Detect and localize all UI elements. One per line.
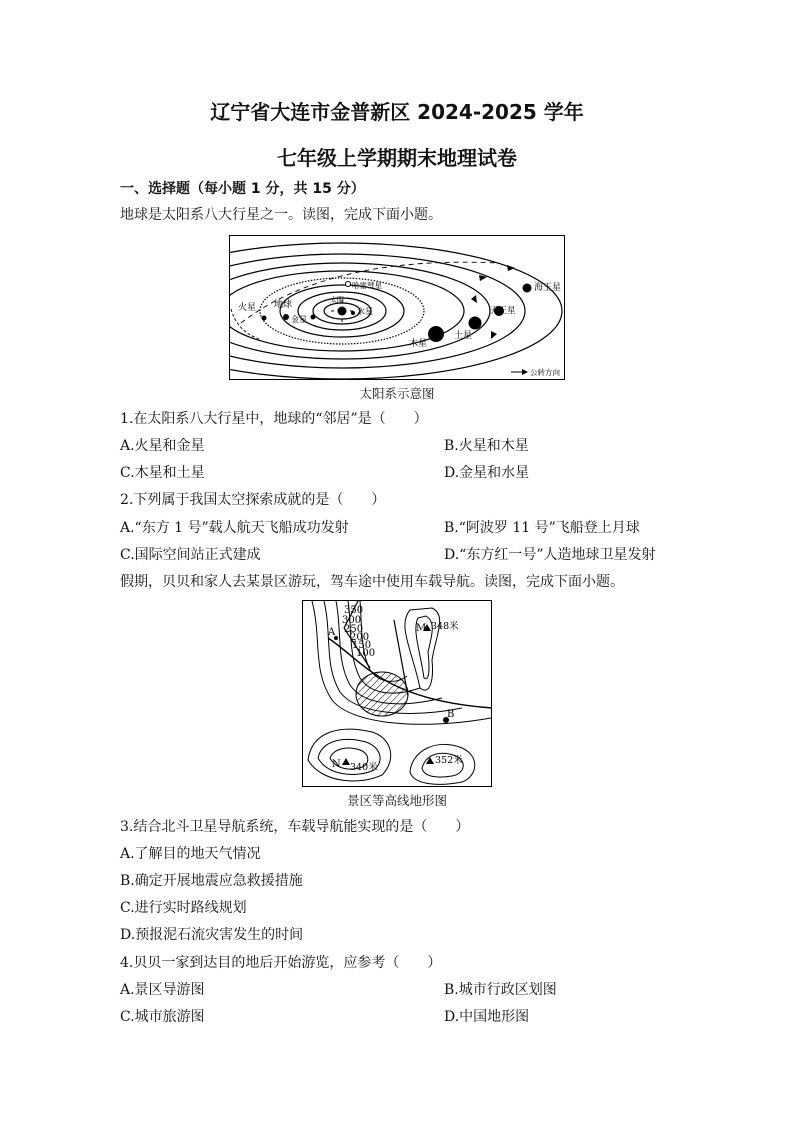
venus-label: 金星: [291, 315, 307, 324]
contour-label-100: 100: [356, 648, 376, 659]
q1-option-c: C.木星和土星: [120, 465, 205, 481]
q2-option-a: A.“东方 1 号”载人航天飞船成功发射: [120, 520, 349, 536]
contour-map: [302, 600, 492, 787]
sun-mark: [338, 307, 347, 316]
mercury-label: 水星: [357, 307, 373, 316]
solar-system-diagram: [229, 235, 565, 380]
q3-option-a: A.了解目的地天气情况: [120, 846, 261, 862]
jupiter-mark: [428, 326, 444, 342]
neptune-label: 海王星: [534, 283, 562, 293]
legend-label: 公转方向: [530, 368, 560, 377]
q2-option-c: C.国际空间站正式建成: [120, 547, 261, 563]
contour-label-350: 350: [344, 605, 364, 616]
q3-stem: 3.结合北斗卫星导航系统，车载导航能实现的是（ ）: [120, 819, 470, 835]
contour-label-150: 150: [352, 640, 372, 651]
contour-label-200: 200: [350, 632, 370, 643]
peak-m-label: M: [416, 623, 427, 634]
intro-text-2: 假期，贝贝和家人去某景区游玩，驾车途中使用车载导航。读图，完成下面小题。: [120, 574, 624, 590]
q4-stem: 4.贝贝一家到达目的地后开始游览，应参考（ ）: [120, 955, 442, 971]
intro-text-1: 地球是太阳系八大行星之一。读图，完成下面小题。: [120, 207, 442, 223]
q1-option-b: B.火星和木星: [444, 438, 529, 454]
uranus-label: 天王星: [490, 306, 516, 316]
saturn-label: 土星: [454, 331, 473, 341]
peak-n-height: 340米: [350, 762, 378, 773]
q2-option-b: B.“阿波罗 11 号”飞船登上月球: [444, 520, 640, 536]
jupiter-label: 木星: [409, 339, 428, 349]
exam-title-line1: 辽宁省大连市金普新区 2024-2025 学年: [210, 100, 584, 124]
neptune-mark: [523, 284, 532, 293]
peak-n-label: N: [332, 759, 341, 770]
q1-stem: 1.在太阳系八大行星中，地球的“邻居”是（ ）: [120, 411, 428, 427]
saturn-mark: [469, 317, 482, 330]
halley-label: 哈雷彗星: [352, 281, 382, 290]
q1-option-d: D.金星和水星: [444, 465, 530, 481]
mercury-mark: [351, 311, 355, 315]
contour-label-300: 300: [342, 615, 362, 626]
peak-352-height: 352米: [435, 755, 463, 766]
sun-label: 太阳: [330, 296, 344, 304]
figure2-caption: 景区等高线地形图: [346, 793, 447, 808]
q3-option-d: D.预报泥石流灾害发生的时间: [120, 927, 304, 943]
q3-option-c: C.进行实时路线规划: [120, 900, 247, 916]
halley-mark: [346, 282, 351, 287]
q2-stem: 2.下列属于我国太空探索成就的是（ ）: [120, 492, 386, 508]
q2-option-d: D.“东方红一号”人造地球卫星发射: [444, 547, 656, 563]
q4-option-b: B.城市行政区划图: [444, 982, 557, 998]
point-a-label: A: [328, 627, 336, 638]
peak-m-height: 348米: [431, 621, 459, 632]
q3-option-b: B.确定开展地震应急救援措施: [120, 873, 303, 889]
scenic-area-hatch: [356, 672, 408, 716]
q4-option-c: C.城市旅游图: [120, 1009, 205, 1025]
section-heading: 一、选择题（每小题 1 分，共 15 分）: [120, 181, 365, 197]
q4-option-a: A.景区导游图: [120, 982, 205, 998]
venus-mark: [311, 315, 316, 320]
figure1-caption: 太阳系示意图: [359, 386, 435, 401]
mars-mark: [262, 316, 267, 321]
exam-title-line2: 七年级上学期期末地理试卷: [277, 146, 517, 170]
mars-label: 火星: [238, 303, 257, 313]
contour-label-250: 250: [344, 624, 364, 635]
point-b-label: B: [447, 709, 455, 720]
earth-mark: [283, 314, 289, 320]
q1-option-a: A.火星和金星: [120, 438, 205, 454]
earth-label: 地球: [274, 300, 293, 310]
q4-option-d: D.中国地形图: [444, 1009, 530, 1025]
